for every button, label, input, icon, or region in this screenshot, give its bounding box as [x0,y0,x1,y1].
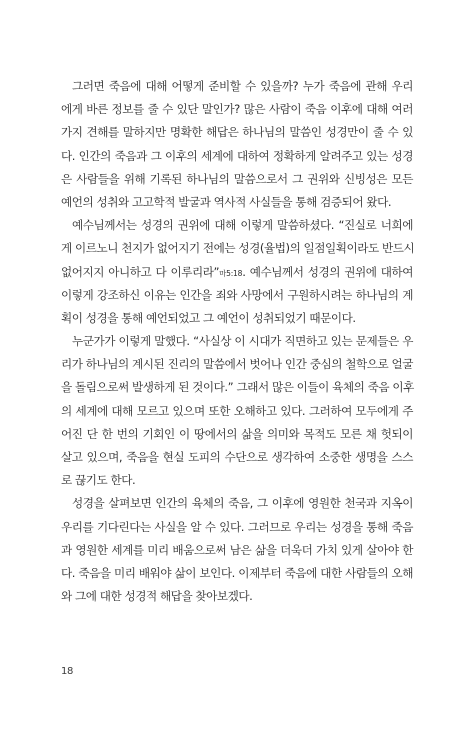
text-line: 성경을 살펴보면 인간의 육체의 죽음, 그 이후에 영원한 천국과 지옥이 [72,496,413,511]
text-line: 살고 있으며, 죽음을 현실 도피의 수단으로 생각하여 소중한 생명을 스스 [61,450,413,464]
paragraph [61,214,413,330]
text-segment: 없어지지 아니하고 다 이루리라” [61,264,220,279]
scripture-reference: 마5:18 [219,268,243,278]
text-line: 을 돌림으로써 발생하게 된 것이다.” 그래서 많은 이들이 육체의 죽음 이후 [61,380,414,395]
paragraph [61,75,413,214]
text-line: 예언의 성취와 고고학적 발굴과 역사적 사실들을 통해 검증되어 왔다. [61,194,392,209]
text-line: 누군가가 이렇게 말했다. “사실상 이 시대가 직면하고 있는 문제들은 우 [72,334,413,349]
text-line [61,284,413,307]
text-line: 그러면 죽음에 대해 어떻게 준비할 수 있을까? 누가 죽음에 관해 우리 [72,79,413,93]
text-line: 로 끊기도 한다. [61,473,136,488]
text-line: 획이 성경을 통해 예언되었고 그 예언이 성취되었기 때문이다. [61,310,356,325]
text-line: 은 사람들을 위해 기록된 하나님의 말씀으로서 그 권위와 신빙성은 모든 [61,171,413,186]
paragraph [61,330,413,492]
text-line: 다. 죽음을 미리 배워야 삶이 보인다. 이제부터 죽음에 대한 사람들의 오해 [61,565,413,580]
text-line: 예수님께서는 성경의 권위에 대해 이렇게 말씀하셨다. “진실로 너희에 [72,218,413,233]
text-line: 우리를 기다린다는 사실을 알 수 있다. 그러므로 우리는 성경을 통해 죽음 [61,519,413,534]
text-line: 다. 인간의 죽음과 그 이후의 세계에 대하여 정확하게 알려주고 있는 성경 [61,148,413,163]
text-line: 어진 단 한 번의 기회인 이 땅에서의 삶을 의미와 목적도 모른 채 헛되이 [61,426,413,441]
text-line: 과 영원한 세계를 미리 배움으로써 남은 삶을 더욱더 가치 있게 살아야 한 [61,542,413,557]
text-segment: 이렇게 강조하신 이유는 인간을 죄와 사망에서 구원하시려는 [61,287,352,302]
text-line: 게 이르노니 천지가 없어지기 전에는 성경(율법)의 일점일획이라도 반드시 [61,241,415,256]
body-text [61,75,413,608]
text-line: 와 그에 대한 성경적 해답을 찾아보겠다. [61,589,253,604]
text-line [61,261,413,284]
text-line: 의 세계에 대해 모르고 있으며 또한 오해하고 있다. 그러하여 모두에게 주 [61,403,413,418]
paragraph [61,492,413,608]
text-line: 리가 하나님의 계시된 진리의 말씀에서 벗어나 인간 중심의 철학으로 얼굴 [61,357,413,372]
text-line: 가지 견해를 말하지만 명확한 해답은 하나님의 말씀인 성경만이 줄 수 있 [61,125,413,140]
page-number: 18 [61,666,74,677]
text-segment: . 예수님께서 성경의 권위에 대하여 [242,264,413,279]
text-line: 에게 바른 정보를 줄 수 있단 말인가? 많은 사람이 죽음 이후에 대해 여러 [61,102,413,117]
text-segment: 하나님의 계 [355,287,413,302]
